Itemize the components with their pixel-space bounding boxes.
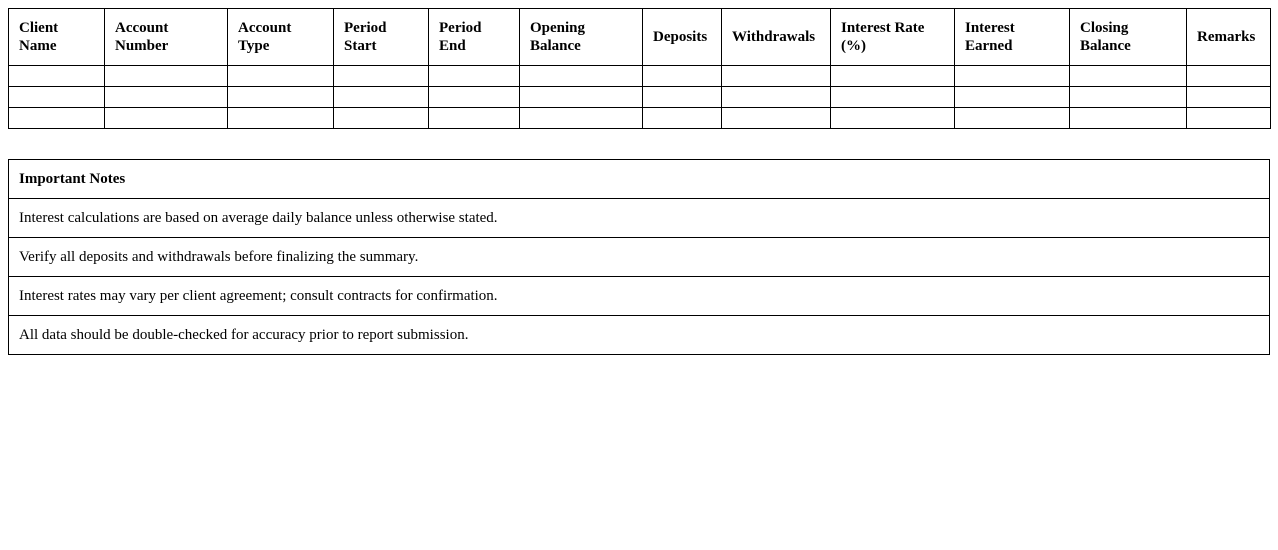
document-body xyxy=(8,8,1270,355)
table-cell xyxy=(334,66,429,87)
header-period-end: Period End xyxy=(429,9,520,66)
table-header-row xyxy=(9,9,1271,66)
table-cell xyxy=(105,108,228,129)
account-summary-table xyxy=(8,8,1271,129)
table-cell xyxy=(520,66,643,87)
header-opening-balance: Opening Balance xyxy=(520,9,643,66)
list-item xyxy=(9,199,1270,238)
table-cell xyxy=(1070,66,1187,87)
table-cell xyxy=(831,108,955,129)
table-cell xyxy=(1070,87,1187,108)
table-cell xyxy=(1187,87,1271,108)
table-cell xyxy=(429,66,520,87)
table-row xyxy=(9,66,1271,87)
important-notes-table xyxy=(8,159,1270,355)
table-cell xyxy=(429,108,520,129)
header-interest-earned: Interest Earned xyxy=(955,9,1070,66)
table-cell xyxy=(722,66,831,87)
header-deposits: Deposits xyxy=(643,9,722,66)
table-cell xyxy=(228,108,334,129)
table-cell xyxy=(831,66,955,87)
list-item xyxy=(9,316,1270,355)
table-cell xyxy=(643,66,722,87)
table-cell xyxy=(722,108,831,129)
table-cell xyxy=(105,87,228,108)
table-cell xyxy=(429,87,520,108)
header-remarks: Remarks xyxy=(1187,9,1271,66)
header-period-start: Period Start xyxy=(334,9,429,66)
table-cell xyxy=(228,66,334,87)
table-cell xyxy=(955,66,1070,87)
table-cell xyxy=(9,66,105,87)
notes-title: Important Notes xyxy=(9,160,1270,199)
table-cell xyxy=(334,108,429,129)
table-cell xyxy=(1070,108,1187,129)
table-cell xyxy=(228,87,334,108)
header-account-type: Account Type xyxy=(228,9,334,66)
table-row xyxy=(9,87,1271,108)
header-withdrawals: Withdrawals xyxy=(722,9,831,66)
note-text: All data should be double-checked for accuracy prior to report submission. xyxy=(9,316,1270,355)
table-cell xyxy=(643,87,722,108)
table-cell xyxy=(9,108,105,129)
header-account-number: Account Number xyxy=(105,9,228,66)
table-row xyxy=(9,108,1271,129)
table-cell xyxy=(643,108,722,129)
table-cell xyxy=(1187,108,1271,129)
table-cell xyxy=(9,87,105,108)
note-text: Interest rates may vary per client agreement; consult contracts for confirmation. xyxy=(9,277,1270,316)
table-cell xyxy=(334,87,429,108)
table-cell xyxy=(722,87,831,108)
table-cell xyxy=(520,108,643,129)
list-item xyxy=(9,277,1270,316)
table-cell xyxy=(831,87,955,108)
note-text: Verify all deposits and withdrawals before finalizing the summary. xyxy=(9,238,1270,277)
header-interest-rate: Interest Rate (%) xyxy=(831,9,955,66)
table-cell xyxy=(955,87,1070,108)
table-cell xyxy=(955,108,1070,129)
table-cell xyxy=(1187,66,1271,87)
list-item xyxy=(9,238,1270,277)
table-cell xyxy=(520,87,643,108)
header-client-name: Client Name xyxy=(9,9,105,66)
notes-header-row xyxy=(9,160,1270,199)
note-text: Interest calculations are based on average daily balance unless otherwise stated. xyxy=(9,199,1270,238)
header-closing-balance: Closing Balance xyxy=(1070,9,1187,66)
table-cell xyxy=(105,66,228,87)
